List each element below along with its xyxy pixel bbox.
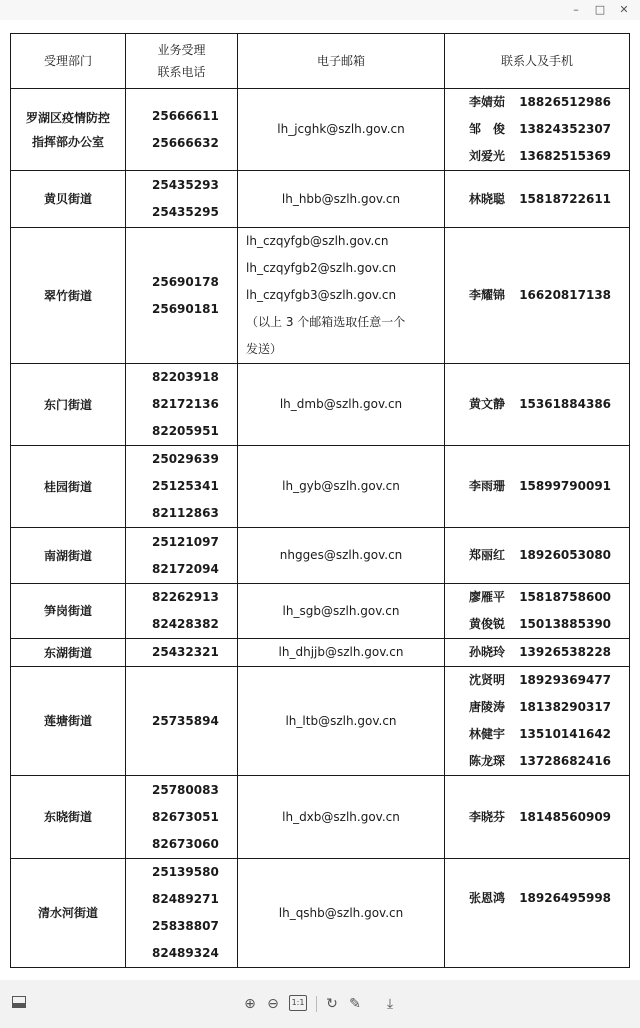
phone-number: 25125341: [152, 479, 219, 493]
email-note: （以上 3 个邮箱选取任意一个: [246, 315, 406, 329]
phone-number: 25666611: [152, 108, 219, 123]
contact-mobile: 15361884386: [519, 397, 612, 411]
contact-cell: [445, 584, 630, 639]
email-address[interactable]: lh_jcghk@szlh.gov.cn: [277, 122, 405, 136]
contact-entry: [469, 391, 625, 418]
contact-mobile: 15899790091: [519, 479, 612, 493]
contact-mobile: 18926053080: [519, 548, 612, 562]
phone-cell: [126, 639, 238, 667]
email-address[interactable]: lh_czqyfgb2@szlh.gov.cn: [246, 261, 397, 275]
table-row: [11, 89, 630, 171]
dept-cell: 南湖街道: [11, 528, 126, 584]
viewer-toolbar: [0, 980, 640, 1028]
download-icon[interactable]: ⤓: [386, 996, 394, 1012]
phone-number: 82673051: [152, 809, 219, 824]
contact-entry: [469, 89, 625, 116]
header-phone-line2: 联系电话: [157, 65, 206, 79]
email-address[interactable]: lh_sgb@szlh.gov.cn: [282, 603, 400, 618]
phone-cell: [126, 776, 238, 859]
email-address[interactable]: lh_czqyfgb3@szlh.gov.cn: [246, 288, 397, 302]
contact-mobile: 15818758600: [519, 590, 612, 604]
phone-number: 25780083: [152, 782, 219, 797]
phone-number: 82203918: [152, 370, 219, 384]
contact-mobile: 15013885390: [519, 617, 612, 631]
dept-cell: [11, 89, 126, 171]
contact-entry: [469, 611, 625, 638]
contact-name: 李晓芬: [469, 809, 506, 824]
phone-number: 25432321: [152, 645, 219, 659]
phone-number: 82489271: [152, 892, 219, 906]
contact-cell: [445, 667, 630, 776]
contact-entry: [469, 542, 625, 569]
contact-entry: [469, 584, 625, 611]
email-cell: [238, 228, 445, 364]
contact-cell: [445, 228, 630, 364]
phone-number: 25735894: [152, 713, 219, 728]
email-cell: [238, 528, 445, 584]
phone-cell: [126, 364, 238, 446]
contact-table: [10, 33, 630, 968]
contact-name: 李雨珊: [469, 479, 506, 493]
zoom-in-icon[interactable]: ⊕: [244, 996, 256, 1012]
table-row: [11, 528, 630, 584]
email-cell: [238, 364, 445, 446]
phone-number: 82262913: [152, 590, 219, 604]
table-row: [11, 859, 630, 968]
contact-entry: [469, 804, 625, 831]
contact-mobile: 13824352307: [519, 122, 612, 136]
contact-name: 李婧茹: [469, 95, 506, 109]
table-row: [11, 228, 630, 364]
dept-name-line2: 指挥部办公室: [31, 134, 104, 149]
contact-cell: [445, 364, 630, 446]
contact-mobile: 13510141642: [519, 727, 612, 741]
contact-cell: [445, 528, 630, 584]
sidebar-icon[interactable]: [10, 994, 28, 1014]
email-cell: [238, 859, 445, 968]
phone-cell: [126, 584, 238, 639]
contact-entry: [469, 721, 625, 748]
email-cell: [238, 584, 445, 639]
dept-cell: 黄贝街道: [11, 171, 126, 228]
phone-number: 25029639: [152, 452, 219, 466]
contact-mobile: 18826512986: [519, 95, 612, 109]
phone-cell: [126, 528, 238, 584]
dept-cell: 清水河街道: [11, 859, 126, 968]
contact-mobile: 13728682416: [519, 754, 612, 768]
actual-size-button[interactable]: 1:1: [289, 995, 307, 1011]
email-address[interactable]: lh_dmb@szlh.gov.cn: [279, 397, 403, 411]
email-address[interactable]: lh_dhjjb@szlh.gov.cn: [278, 645, 404, 659]
contact-name: 黄文静: [469, 397, 506, 411]
dept-cell: 东湖街道: [11, 639, 126, 667]
phone-number: 25666632: [152, 135, 219, 150]
contact-mobile: 13682515369: [519, 149, 612, 163]
toolbar-divider: [316, 996, 317, 1012]
close-button[interactable]: ✕: [619, 3, 629, 16]
phone-cell: [126, 667, 238, 776]
dept-cell: 桂园街道: [11, 446, 126, 528]
phone-cell: [126, 859, 238, 968]
email-address[interactable]: lh_gyb@szlh.gov.cn: [282, 479, 400, 493]
email-address[interactable]: lh_qshb@szlh.gov.cn: [278, 905, 404, 920]
zoom-out-icon[interactable]: ⊖: [267, 996, 279, 1012]
contact-cell: [445, 171, 630, 228]
email-cell: [238, 639, 445, 667]
contact-cell: [445, 89, 630, 171]
header-phone-line1: 业务受理: [157, 43, 206, 57]
contact-cell: [445, 639, 630, 667]
phone-number: 25435295: [152, 205, 219, 219]
table-row: [11, 171, 630, 228]
contact-name: 邹 俊: [469, 122, 506, 136]
email-cell: [238, 89, 445, 171]
email-cell: [238, 446, 445, 528]
title-bar: [0, 0, 640, 20]
contact-cell: [445, 446, 630, 528]
dept-cell: 笋岗街道: [11, 584, 126, 639]
contact-name: 陈龙琛: [469, 754, 506, 768]
contact-name: 刘爱光: [469, 149, 506, 163]
contact-cell: [445, 859, 630, 968]
contact-name: 沈贤明: [469, 673, 506, 687]
contact-entry: [469, 748, 625, 775]
phone-cell: [126, 446, 238, 528]
phone-number: 25121097: [152, 534, 219, 549]
contact-mobile: 18926495998: [519, 891, 612, 905]
email-address[interactable]: lh_ltb@szlh.gov.cn: [285, 713, 397, 728]
phone-number: 82673060: [152, 836, 219, 851]
contact-name: 唐陵涛: [469, 700, 506, 714]
edit-icon[interactable]: ✎: [349, 996, 361, 1012]
contact-name: 孙晓玲: [469, 645, 506, 659]
phone-number: 25690181: [152, 301, 219, 316]
table-row: [11, 639, 630, 667]
phone-number: 25690178: [152, 274, 219, 289]
dept-name: 罗湖区疫情防控: [25, 110, 110, 125]
phone-number: 25838807: [152, 919, 219, 933]
contact-mobile: 18138290317: [519, 700, 612, 714]
email-cell: [238, 776, 445, 859]
phone-cell: [126, 89, 238, 171]
header-email: 电子邮箱: [238, 34, 445, 89]
rotate-icon[interactable]: ↻: [326, 996, 338, 1012]
contact-mobile: 18148560909: [519, 809, 612, 824]
contact-entry: [469, 143, 625, 170]
email-cell: [238, 171, 445, 228]
contact-entry: [469, 694, 625, 721]
phone-cell: [126, 171, 238, 228]
contact-mobile: 15818722611: [519, 191, 612, 206]
phone-number: 25435293: [152, 178, 219, 192]
contact-name: 郑丽红: [469, 548, 506, 562]
contact-entry: [469, 186, 625, 213]
table-row: [11, 667, 630, 776]
contact-entry: [469, 473, 625, 500]
contact-mobile: 18929369477: [519, 673, 612, 687]
phone-cell: [126, 228, 238, 364]
dept-cell: 莲塘街道: [11, 667, 126, 776]
document-page: [0, 20, 640, 980]
contact-name: 林晓聪: [469, 191, 506, 206]
email-note-line2: 发送）: [246, 342, 283, 356]
contact-entry: [469, 639, 625, 666]
email-cell: [238, 667, 445, 776]
contact-entry: [469, 116, 625, 143]
contact-entry: [469, 885, 625, 912]
contact-name: 廖雁平: [469, 590, 506, 604]
contact-name: 黄俊锐: [469, 617, 506, 631]
phone-number: 25139580: [152, 865, 219, 879]
phone-number: 82205951: [152, 424, 219, 438]
contact-name: 张恩鸿: [469, 891, 506, 905]
phone-number: 82172136: [152, 397, 219, 411]
header-phone: [126, 34, 238, 89]
contact-cell: [445, 776, 630, 859]
dept-cell: 翠竹街道: [11, 228, 126, 364]
contact-entry: [469, 667, 625, 694]
email-address[interactable]: nhgges@szlh.gov.cn: [279, 548, 403, 562]
header-contact: 联系人及手机: [445, 34, 630, 89]
table-row: [11, 446, 630, 528]
email-address[interactable]: lh_hbb@szlh.gov.cn: [281, 191, 401, 206]
contact-entry: [469, 282, 625, 309]
header-dept: 受理部门: [11, 34, 126, 89]
dept-cell: 东门街道: [11, 364, 126, 446]
table-row: [11, 776, 630, 859]
dept-cell: 东晓街道: [11, 776, 126, 859]
phone-number: 82428382: [152, 617, 219, 631]
table-row: [11, 364, 630, 446]
maximize-button[interactable]: □: [594, 3, 606, 16]
contact-name: 李耀锦: [469, 288, 506, 302]
table-row: [11, 584, 630, 639]
table-header-row: [11, 34, 630, 89]
phone-number: 82172094: [152, 561, 219, 576]
contact-name: 林健宇: [469, 727, 506, 741]
phone-number: 82489324: [152, 946, 219, 960]
email-address[interactable]: lh_dxb@szlh.gov.cn: [282, 809, 400, 824]
phone-number: 82112863: [152, 506, 219, 520]
contact-mobile: 13926538228: [519, 645, 612, 659]
email-address[interactable]: lh_czqyfgb@szlh.gov.cn: [246, 234, 389, 248]
minimize-button[interactable]: –: [573, 3, 579, 16]
contact-mobile: 16620817138: [519, 288, 612, 302]
